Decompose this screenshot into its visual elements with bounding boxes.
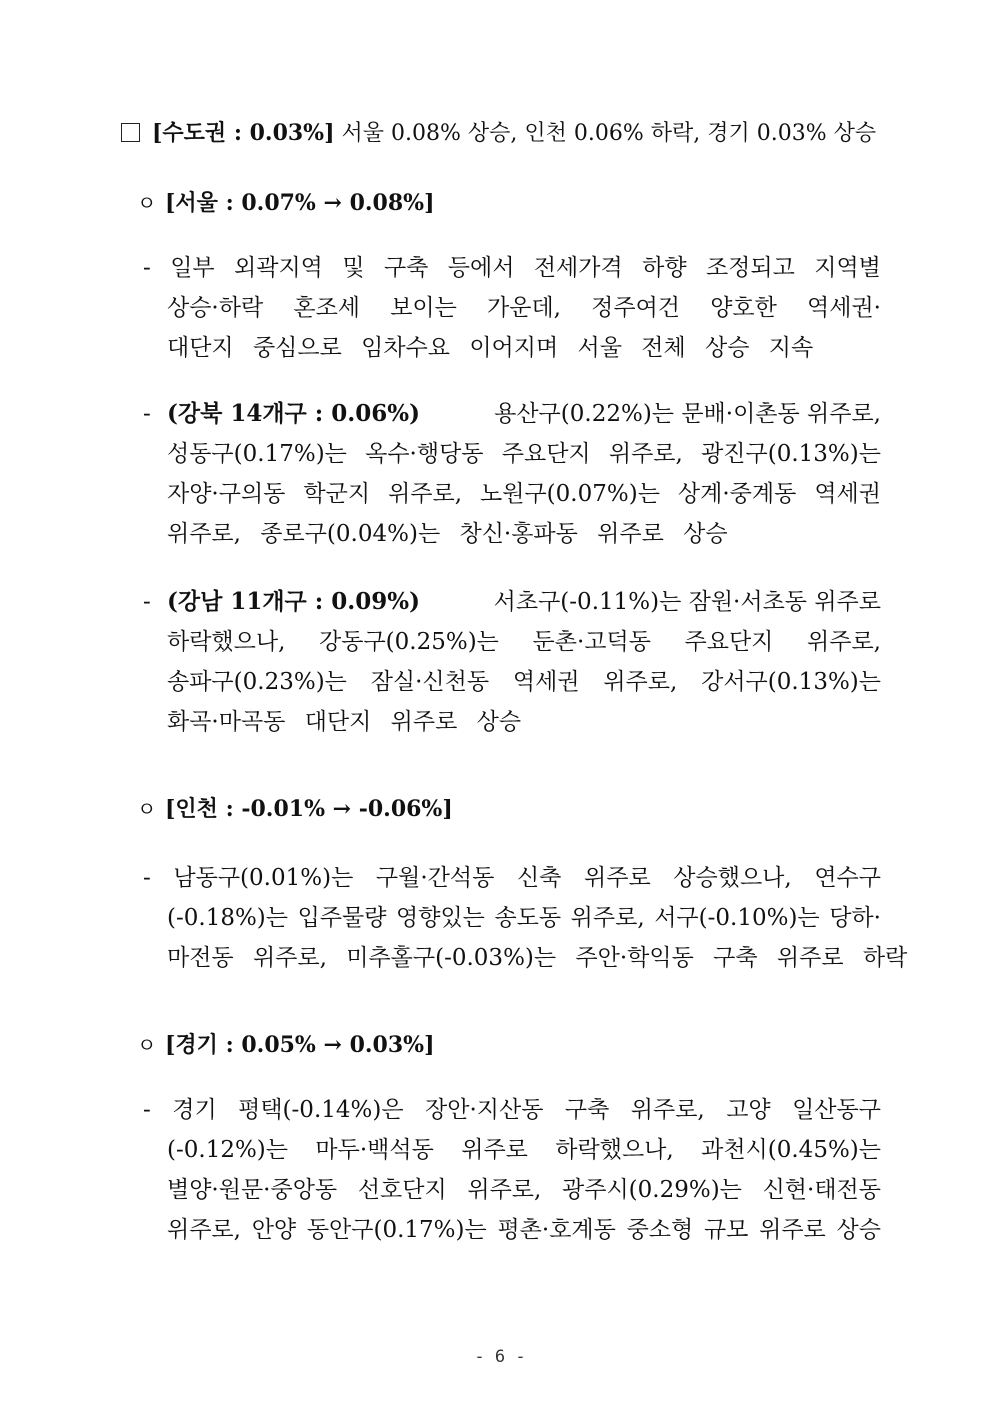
text-line: 상승·하락 혼조세 보이는 가운데, 정주여건 양호한 역세권·	[167, 295, 881, 321]
text-line: 마전동 위주로, 미추홀구(-0.03%)는 주안·학익동 구축 위주로 하락	[167, 945, 908, 971]
subsection-seoul-title: ㅇ [서울 : 0.07% → 0.08%]	[137, 190, 435, 216]
gangbuk-label: (강북 14개구 : 0.06%)	[167, 400, 421, 427]
text-line: (-0.18%)는 입주물량 영향있는 송도동 위주로, 서구(-0.10%)는 당하·	[167, 905, 881, 931]
gyeonggi-paragraph	[143, 1090, 881, 1250]
bullet-circle-icon: ㅇ	[137, 797, 157, 821]
bullet-circle-icon: ㅇ	[137, 191, 157, 215]
text-line: - (강북 14개구 : 0.06%) 용산구(0.22%)는 문배·이촌동 위주로,	[143, 400, 881, 427]
text-line: 대단지 중심으로 임차수요 이어지며 서울 전체 상승 지속	[167, 335, 814, 361]
page-number: - 6 -	[474, 1347, 526, 1367]
text-line: 성동구(0.17%)는 옥수·행당동 주요단지 위주로, 광진구(0.13%)는	[167, 441, 881, 467]
text-line: 위주로, 종로구(0.04%)는 창신·홍파동 위주로 상승	[167, 521, 728, 547]
checkbox-square-icon	[121, 123, 140, 142]
section-header-bold: [수도권 : 0.03%]	[152, 120, 335, 146]
seoul-paragraph-1	[143, 248, 881, 368]
text-line: - (강남 11개구 : 0.09%) 서초구(-0.11%)는 잠원·서초동 위주로	[143, 588, 881, 615]
text-line: - 남동구(0.01%)는 구월·간석동 신축 위주로 상승했으나, 연수구	[143, 865, 881, 891]
subsection-gyeonggi-title: ㅇ [경기 : 0.05% → 0.03%]	[137, 1032, 435, 1058]
subsection-incheon-title: ㅇ [인천 : -0.01% → -0.06%]	[137, 796, 453, 822]
text-line: 자양·구의동 학군지 위주로, 노원구(0.07%)는 상계·중계동 역세권	[167, 481, 881, 507]
text-line: 화곡·마곡동 대단지 위주로 상승	[167, 709, 522, 735]
text-line: 송파구(0.23%)는 잠실·신천동 역세권 위주로, 강서구(0.13%)는	[167, 669, 881, 695]
text-line: 위주로, 안양 동안구(0.17%)는 평촌·호계동 중소형 규모 위주로 상승	[167, 1217, 881, 1243]
gangnam-label: (강남 11개구 : 0.09%)	[167, 588, 421, 615]
seoul-paragraph-gangbuk	[143, 394, 881, 554]
incheon-paragraph	[143, 858, 908, 978]
text-line: (-0.12%)는 마두·백석동 위주로 하락했으나, 과천시(0.45%)는	[167, 1137, 881, 1163]
bullet-circle-icon: ㅇ	[137, 1033, 157, 1057]
text-line: - 경기 평택(-0.14%)은 장안·지산동 구축 위주로, 고양 일산동구	[143, 1097, 881, 1123]
text-line: - 일부 외곽지역 및 구축 등에서 전세가격 하향 조정되고 지역별	[143, 255, 881, 281]
seoul-paragraph-gangnam	[143, 582, 881, 742]
text-line: 별양·원문·중앙동 선호단지 위주로, 광주시(0.29%)는 신현·태전동	[167, 1177, 881, 1203]
section-header-text: 서울 0.08% 상승, 인천 0.06% 하락, 경기 0.03% 상승	[334, 121, 877, 146]
section-header-capital-region	[121, 118, 891, 149]
text-line: 하락했으나, 강동구(0.25%)는 둔촌·고덕동 주요단지 위주로,	[167, 629, 881, 655]
